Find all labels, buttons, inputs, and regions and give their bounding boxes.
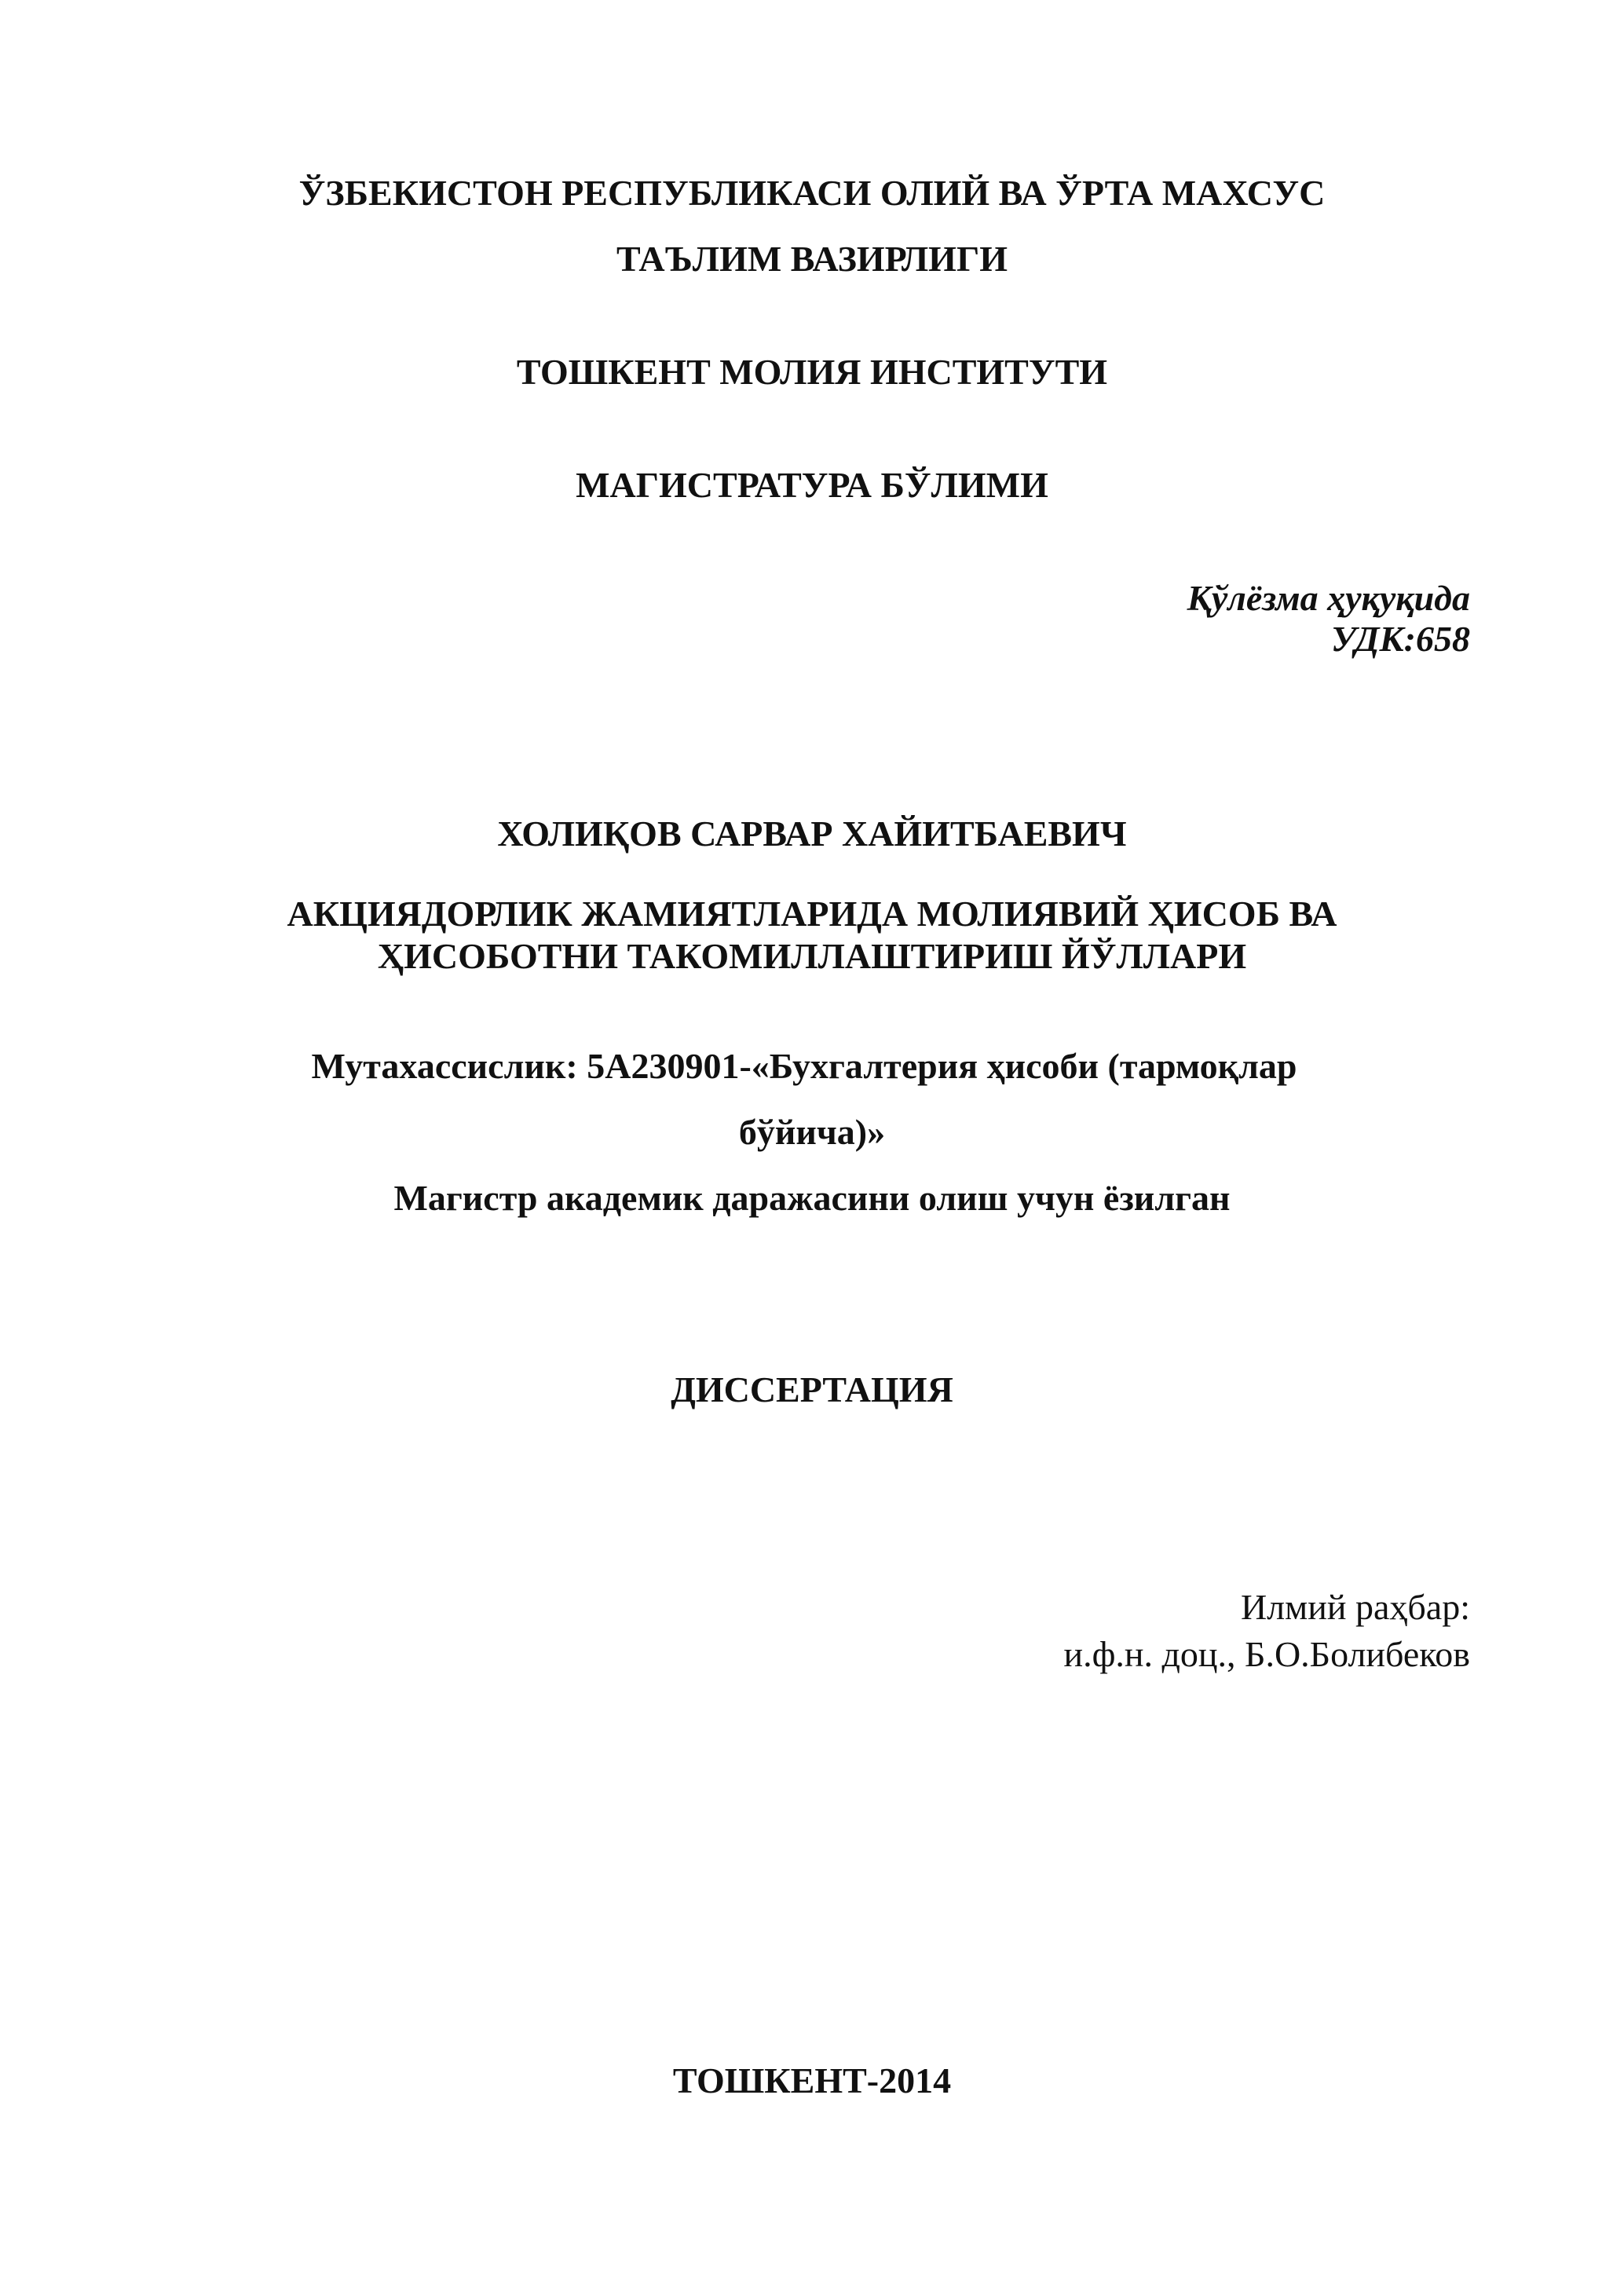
manuscript-rights-note: Қўлёзма ҳуқуқида [1187, 578, 1470, 618]
udc-code: УДК:658 [1330, 619, 1470, 659]
specialty-line-1: Мутахассислик: 5А230901-«Бухгалтерия ҳисоби (тармоқлар [311, 1046, 1297, 1086]
degree-purpose: Магистр академик даражасини олиш учун ёзилган [393, 1178, 1231, 1218]
supervisor-name: и.ф.н. доц., Б.О.Болибеков [1063, 1634, 1470, 1674]
document-type: ДИССЕРТАЦИЯ [671, 1369, 953, 1409]
institute-name: ТОШКЕНТ МОЛИЯ ИНСТИТУТИ [516, 352, 1108, 392]
department-name: МАГИСТРАТУРА БЎЛИМИ [576, 465, 1048, 505]
thesis-title-line-2: ҲИСОБОТНИ ТАКОМИЛЛАШТИРИШ ЙЎЛЛАРИ [377, 936, 1247, 976]
ministry-line-1: ЎЗБЕКИСТОН РЕСПУБЛИКАСИ ОЛИЙ ВА ЎРТА МАХСУС [298, 173, 1326, 213]
ministry-line-2: ТАЪЛИМ ВАЗИРЛИГИ [616, 239, 1008, 279]
supervisor-label: Илмий раҳбар: [1240, 1587, 1470, 1627]
author-name: ХОЛИҚОВ САРВАР ХАЙИТБАЕВИЧ [497, 813, 1127, 854]
city-year: ТОШКЕНТ-2014 [672, 2060, 952, 2100]
specialty-line-2: бўйича)» [738, 1112, 886, 1152]
thesis-title-line-1: АКЦИЯДОРЛИК ЖАМИЯТЛАРИДА МОЛИЯВИЙ ҲИСОБ ВА [287, 894, 1337, 934]
